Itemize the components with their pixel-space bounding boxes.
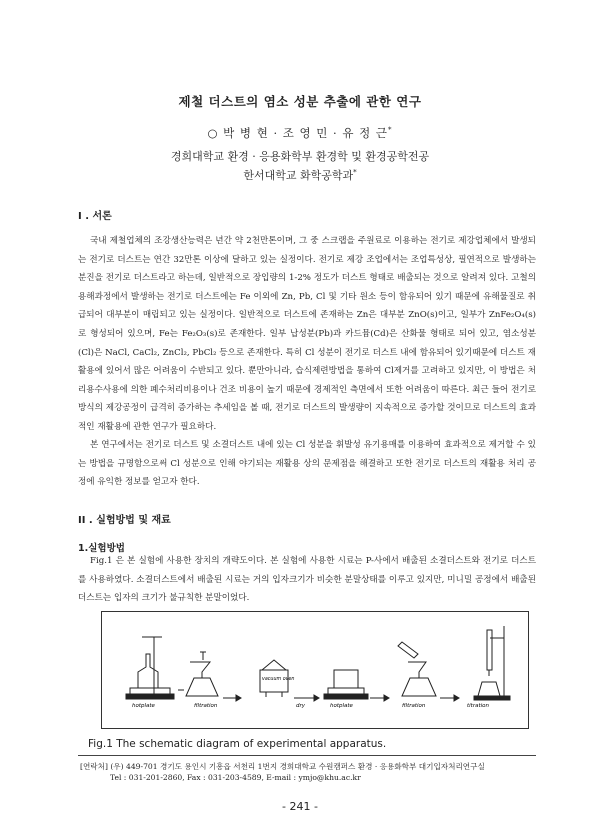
titration-stand (474, 626, 510, 700)
author-list (0, 125, 600, 141)
label-titration: titration (467, 703, 490, 709)
paper-title: 제철 더스트의 염소 성분 추출에 관한 연구 (178, 94, 422, 109)
label-dry: dry (296, 703, 306, 709)
author-mark: * (388, 126, 393, 135)
affiliation-2 (0, 167, 600, 183)
label-filtration-2: filtration (402, 703, 426, 709)
apparatus-diagram (102, 612, 530, 730)
affiliation-2-text: 한서대학교 화학공학과 (243, 169, 354, 182)
filtration-flask-1 (186, 652, 218, 696)
label-hotplate-1: hotplate (132, 703, 155, 709)
label-vacuum-oven: vacuum oven (262, 677, 295, 682)
affiliation-1: 경희대학교 환경 · 응용화학부 환경학 및 환경공학전공 (170, 150, 430, 163)
label-filtration-1: filtration (194, 703, 218, 709)
footnote-contact: [연락처] (우) 449-701 경기도 용인시 기흥읍 서천리 1번지 경희대학교 수원캠퍼스 환경 · 응용화학부 대기입자처리연구실 (80, 762, 485, 771)
intro-paragraph-1: 국내 제철업체의 조강생산능력은 년간 약 2천만톤이며, 그 중 스크랩을 주원료로 이용하는 전기로 제강업체에서 발생되는 전기로 더스트는 연간 32만톤 이상에 달하고 있는 실정이다. 전기로 제강 조업에서는 조업특성상, 필연적으로 발생하는 분진을 전기로 더스트라고 하는데, 일반적으로 장입량의 1-2% 정도가 더스트 형태로 배출되는 것으로 알려져 있다. 고철의 용해과정에서 발생하는 전기로 더스트에는 Fe 이외에 Zn, Pb, Cl 및 기타 원소 등이 함유되어 있기 때문에 유해물질로 취급되어 대부분이 매립되고 있는 실정이다. 일반적으로 더스트에 존재하는 Zn은 대부분 ZnO(s)이고, 일부가 ZnFe₂O₄(s)로 형성되어 있으며, Fe는 Fe₂O₃(s)로 존재한다. 일부 납성분(Pb)과 카드뮴(Cd)은 산화물 형태로 되어 있고, 염소성분(Cl)은 NaCl, CaCl₂, ZnCl₂, PbCl₂ 등으로 존재한다. 특히 Cl 성분이 전기로 더스트 내에 함유되어 있기때문에 더스트 재활용에 있어서 많은 어려움이 수반되고 있다. 뿐만아니라, 습식제련방법을 통하여 Cl제거를 고려하고 있지만, 이 방법은 처리용수사용에 의한 폐수처리비용이나 건조 비용이 높기 때문에 경제적인 측면에서 또한 어려움이 따른다. 최근 들어 전기로 방식의 제강공정이 급격히 증가하는 추세임을 볼 때, 전기로 더스트의 발생량이 지속적으로 증가할 것이므로 더스트의 효과적인 재활용에 관한 연구가 필요하다. (78, 236, 536, 432)
subsection-heading-method: 1.실험방법 (78, 543, 125, 554)
section-heading-intro: I . 서론 (78, 211, 112, 222)
footnote-phone-email: Tel : 031-201-2860, Fax : 031-203-4589, E-mail : ymjo@khu.ac.kr (110, 773, 361, 782)
method-paragraph-1: Fig.1 은 본 실험에 사용한 장치의 개략도이다. 본 실험에 사용한 시료는 P-사에서 배출된 소결더스트와 전기로 더스트를 사용하였다. 소결더스트에서 배출된 시료는 거의 입자크기가 비슷한 분말상태를 이루고 있지만, 미니밀 공정에서 배출된 더스트는 입자의 크기가 불규칙한 분말이었다. (78, 556, 536, 604)
hotplate-beaker-2 (324, 670, 368, 699)
figure-apparatus (101, 611, 529, 729)
affiliation-2-mark: * (353, 168, 357, 177)
figure-caption: Fig.1 The schematic diagram of experimental apparatus. (88, 738, 387, 750)
hotplate-stand-1 (126, 637, 174, 699)
label-hotplate-2: hotplate (330, 703, 353, 709)
intro-paragraph-2: 본 연구에서는 전기로 더스트 및 소결더스트 내에 있는 Cl 성분을 휘발성 유기용매를 이용하여 효과적으로 제거할 수 있는 방법을 규명함으로써 Cl 성분으로 인해 야기되는 재활용 상의 문제점을 해결하고 또한 전기로 더스트의 재활용 처리 공정에 유익한 정보를 얻고자 한다. (78, 440, 536, 488)
page-number: - 241 - (282, 800, 318, 813)
filtration-flask-2 (398, 642, 436, 696)
section-heading-method: II . 실험방법 및 재료 (78, 515, 171, 526)
footnote-divider (78, 755, 536, 756)
author-names: ○ 박 병 현 · 조 영 민 · 유 정 근 (207, 126, 389, 140)
